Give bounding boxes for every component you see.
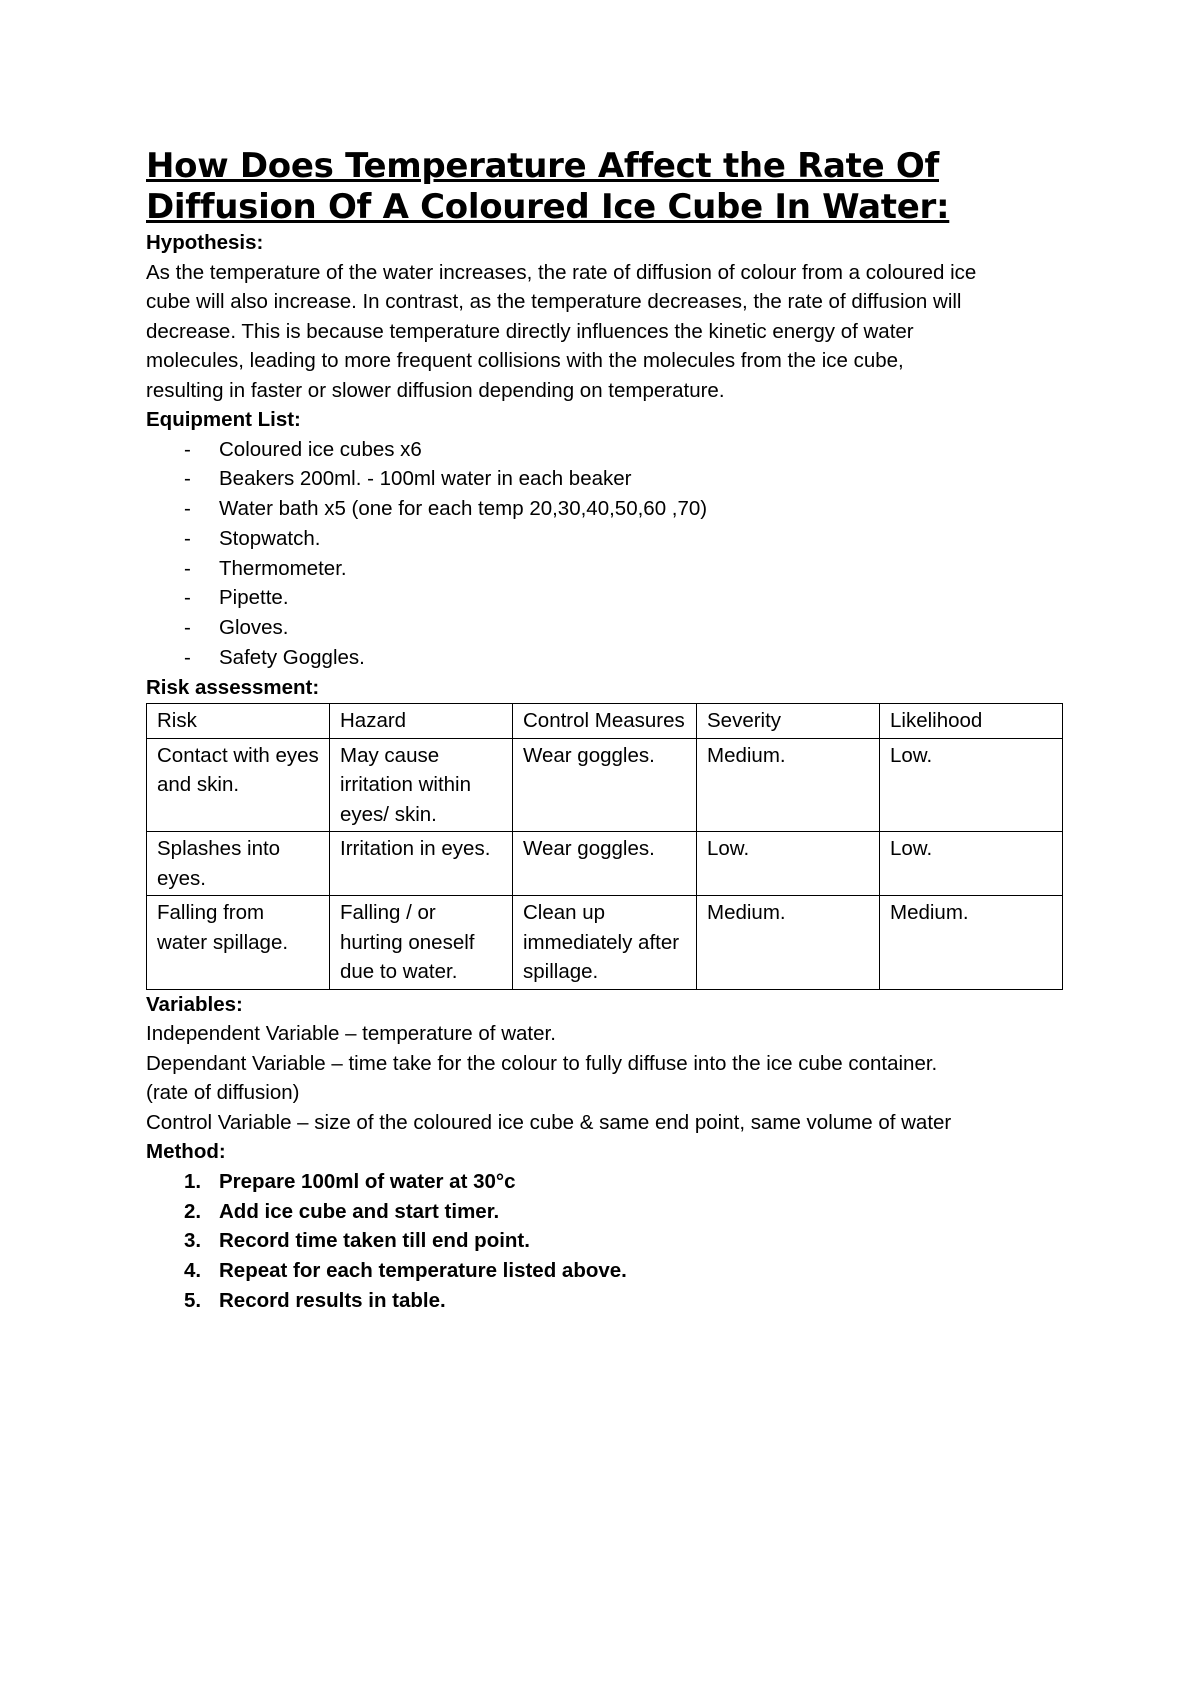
table-cell: Splashes into eyes. [147,832,330,896]
list-item [146,613,1060,643]
column-header: Severity [697,704,880,739]
list-item [146,435,1060,465]
table-cell: May cause irritation within eyes/ skin. [330,738,513,832]
hypothesis-line: resulting in faster or slower diffusion depending on temperature. [146,378,725,402]
table-cell: Low. [880,738,1063,832]
table-cell: Clean up immediately after spillage. [513,896,697,990]
step-number: 2. [184,1199,202,1223]
table-header-row [147,704,1063,739]
equipment-item: Beakers 200ml. - 100ml water in each beaker [219,467,632,491]
title-line-2: Diffusion Of A Coloured Ice Cube In Water: [146,187,950,227]
title-line-1: How Does Temperature Affect the Rate Of [146,146,939,186]
column-header: Risk [147,704,330,739]
hypothesis-heading: Hypothesis: [146,231,264,254]
dash-bullet: - [184,616,191,640]
equipment-item: Thermometer. [219,556,347,580]
table-cell: Low. [880,832,1063,896]
variables-paragraph [146,1019,1060,1137]
dash-bullet: - [184,526,191,550]
dash-bullet: - [184,467,191,491]
column-header: Likelihood [880,704,1063,739]
variable-line: Dependant Variable – time take for the colour to fully diffuse into the ice cube container. [146,1051,938,1075]
column-header: Control Measures [513,704,697,739]
table-cell: Falling from water spillage. [147,896,330,990]
column-header: Hazard [330,704,513,739]
step-number: 5. [184,1289,202,1313]
step-number: 1. [184,1169,202,1193]
table-cell: Wear goggles. [513,738,697,832]
list-item [146,524,1060,554]
variable-line: (rate of diffusion) [146,1081,300,1105]
table-row [147,832,1063,896]
list-item [146,464,1060,494]
dash-bullet: - [184,556,191,580]
dash-bullet: - [184,497,191,521]
equipment-item: Gloves. [219,616,289,640]
list-item [146,554,1060,584]
equipment-item: Coloured ice cubes x6 [219,437,422,461]
table-cell: Falling / or hurting oneself due to water. [330,896,513,990]
risk-assessment-table [146,703,1063,990]
document-title [146,146,1060,228]
table-row [147,738,1063,832]
hypothesis-line: cube will also increase. In contrast, as the temperature decreases, the rate of diffusion will [146,290,962,313]
list-item [146,1197,1060,1227]
dash-bullet: - [184,646,191,670]
equipment-heading: Equipment List: [146,408,301,431]
list-item [146,583,1060,613]
step-number: 4. [184,1259,202,1283]
step-text: Prepare 100ml of water at 30°c [219,1169,516,1193]
list-item [146,1256,1060,1286]
table-cell: Medium. [697,896,880,990]
list-item [146,1286,1060,1316]
hypothesis-line: molecules, leading to more frequent collisions with the molecules from the ice cube, [146,349,904,372]
variable-line: Control Variable – size of the coloured ice cube & same end point, same volume of water [146,1110,952,1134]
table-cell: Medium. [697,738,880,832]
equipment-item: Water bath x5 (one for each temp 20,30,40,50,60 ,70) [219,497,708,521]
list-item [146,643,1060,673]
step-text: Record time taken till end point. [219,1229,530,1253]
equipment-item: Safety Goggles. [219,646,365,670]
risk-assessment-heading: Risk assessment: [146,675,320,699]
step-text: Repeat for each temperature listed above. [219,1259,627,1283]
variables-heading: Variables: [146,992,243,1016]
table-cell: Irritation in eyes. [330,832,513,896]
list-item [146,1226,1060,1256]
table-cell: Medium. [880,896,1063,990]
table-row [147,896,1063,990]
equipment-item: Stopwatch. [219,526,321,550]
table-cell: Contact with eyes and skin. [147,738,330,832]
equipment-item: Pipette. [219,586,289,610]
dash-bullet: - [184,437,191,461]
hypothesis-paragraph [146,258,1060,406]
table-cell: Low. [697,832,880,896]
method-steps [146,1167,1060,1316]
variable-line: Independent Variable – temperature of water. [146,1022,556,1046]
hypothesis-line: As the temperature of the water increases, the rate of diffusion of colour from a coloured ice [146,260,977,284]
dash-bullet: - [184,586,191,610]
list-item [146,494,1060,524]
method-heading: Method: [146,1140,226,1164]
step-text: Add ice cube and start timer. [219,1199,500,1223]
step-text: Record results in table. [219,1289,446,1313]
step-number: 3. [184,1229,202,1253]
table-cell: Wear goggles. [513,832,697,896]
hypothesis-line: decrease. This is because temperature directly influences the kinetic energy of water [146,319,914,343]
equipment-list [146,435,1060,673]
list-item [146,1167,1060,1197]
